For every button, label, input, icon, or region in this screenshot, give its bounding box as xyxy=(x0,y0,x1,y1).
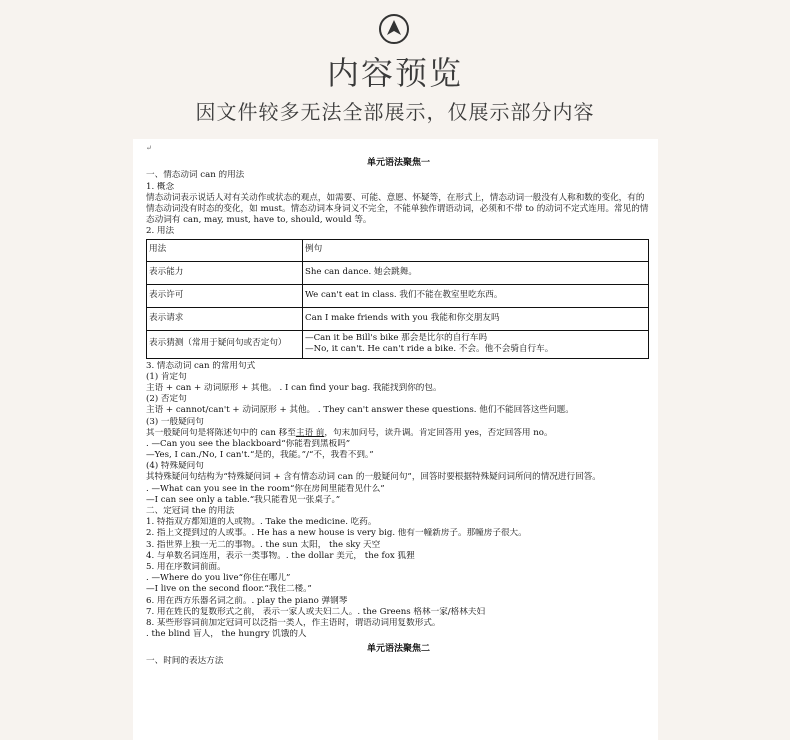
usage-table xyxy=(146,239,649,359)
question-rule-paragraph: 其特殊疑问句结构为“特殊疑问词 + 含有情态动词 can 的一般疑问句”，回答时要根据特殊疑问词所问的情况进行回答。 xyxy=(146,472,601,483)
sub-label: (1) 肯定句 xyxy=(146,371,187,382)
table-header-cell: 例句 xyxy=(303,239,649,261)
unit-heading-2: 单元语法聚焦二 xyxy=(366,644,430,655)
list-item: 7. 用在姓氏的复数形式之前， 表示一家人或夫妇二人。. the Greens 格林一家/格林夫妇 xyxy=(146,606,486,617)
table-row xyxy=(147,261,649,284)
example-line: —I can see only a table.“我只能看见一张桌子。” xyxy=(146,494,341,505)
document-body xyxy=(146,143,651,668)
usage-label: 2. 用法 xyxy=(146,226,175,237)
list-item: . —Where do you live“你住在哪儿” xyxy=(146,573,291,584)
sub-label: (4) 特殊疑问句 xyxy=(146,461,204,472)
example-line: —No, it can't. He can't ride a bike. 不会。他不会骑自行车。 xyxy=(305,344,554,355)
page-subtitle: 因文件较多无法全部展示，仅展示部分内容 xyxy=(195,100,595,124)
list-item: 5. 用在序数词前面。 xyxy=(146,561,226,572)
table-row xyxy=(147,330,649,358)
section-title: 一、时间的表达方法 xyxy=(146,656,224,667)
list-item: 8. 某些形容词前加定冠词可以泛指一类人，作主语时，谓语动词用复数形式。 xyxy=(146,617,441,628)
table-header-row xyxy=(147,239,649,261)
example-line: . —What can you see in the room“你在房间里能看见什么” xyxy=(146,483,385,494)
table-cell-use: 表示请求 xyxy=(147,307,303,330)
table-cell-use: 表示猜测（常用于疑问句或否定句） xyxy=(147,330,303,358)
concept-label: 1. 概念 xyxy=(146,181,175,192)
section-title: 二、定冠词 the 的用法 xyxy=(146,506,235,517)
sentence-label: 3. 情态动词 can 的常用句式 xyxy=(146,360,256,371)
list-item: 2. 指上文提到过的人或事。. He has a new house is very big. 他有一幢新房子。那幢房子很大。 xyxy=(146,528,527,539)
blank-line: ↵ xyxy=(146,144,152,152)
example-line: —Yes, I can./No, I can't.“是的，我能。”/“不，我看不到。” xyxy=(146,450,374,461)
list-item: 4. 与单数名词连用，表示一类事物。. the dollar 美元， the fox 狐狸 xyxy=(146,550,415,561)
table-cell-example: She can dance. 她会跳舞。 xyxy=(303,261,649,284)
list-item: 6. 用在西方乐器名词之前。. play the piano 弹钢琴 xyxy=(146,595,348,606)
example-line: —Can it be Bill's bike 那会是比尔的自行车吗 xyxy=(305,333,488,344)
list-item: 1. 特指双方都知道的人或物。. Take the medicine. 吃药。 xyxy=(146,517,377,528)
formula-line: 主语 + can + 动词原形 + 其他。 . I can find your bag. 我能找到你的包。 xyxy=(146,382,442,393)
list-item: . the blind 盲人， the hungry 饥饿的人 xyxy=(146,629,307,640)
upward-arrow-circle-icon xyxy=(378,13,410,45)
table-header-cell: 用法 xyxy=(147,239,303,261)
sub-label: (2) 否定句 xyxy=(146,394,187,405)
sub-label: (3) 一般疑问句 xyxy=(146,416,204,427)
question-rule: 其一般疑问句是将陈述句中的 can 移至主语 前，句末加问号，读升调。肯定回答用 yes，否定回答用 no。 xyxy=(146,427,553,438)
table-cell-example: We can't eat in class. 我们不能在教室里吃东西。 xyxy=(303,284,649,307)
list-item: —I live on the second floor.“我住二楼。” xyxy=(146,584,312,595)
page-title: 内容预览 xyxy=(326,54,463,92)
concept-paragraph: 情态动词表示说话人对有关动作或状态的观点，如需要、可能、意愿、怀疑等，在形式上，情态动词一般没有人称和数的变化，有的情态动词没有时态的变化，如 must。情态动词本身词义不完全，不能单独作谓语动词，必须和不带 to 的动词不定式连用。常见的情态动词有 can, may, must, have to, should, would 等。 xyxy=(146,192,649,226)
formula-paragraph: 主语 + cannot/can't + 动词原形 + 其他。 . They can't answer these questions. 他们不能回答这些问题。 xyxy=(146,405,574,416)
table-row xyxy=(147,284,649,307)
list-item: 3. 指世界上独一无二的事物。. the sun 太阳， the sky 天空 xyxy=(146,539,381,550)
unit-heading-1: 单元语法聚焦一 xyxy=(366,158,430,169)
table-row xyxy=(147,307,649,330)
table-cell-example xyxy=(303,330,649,358)
section-title: 一、情态动词 can 的用法 xyxy=(146,170,245,181)
table-cell-example: Can I make friends with you 我能和你交朋友吗 xyxy=(303,307,649,330)
example-line: . —Can you see the blackboard“你能看到黑板吗” xyxy=(146,438,351,449)
document-preview xyxy=(133,139,658,740)
table-cell-use: 表示许可 xyxy=(147,284,303,307)
table-cell-use: 表示能力 xyxy=(147,261,303,284)
